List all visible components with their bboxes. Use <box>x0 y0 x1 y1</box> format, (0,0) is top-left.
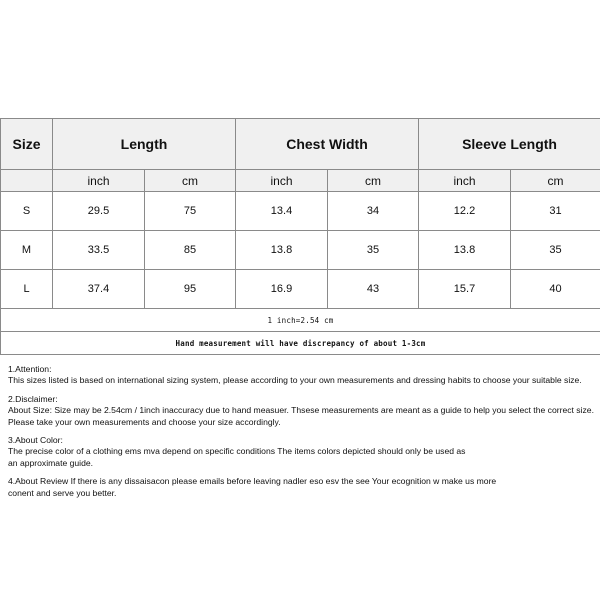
note-line: conent and serve you better. <box>8 487 117 498</box>
header-length: Length <box>53 119 236 170</box>
chest-cm-cell: 34 <box>328 192 419 231</box>
length-cm-cell: 85 <box>145 231 236 270</box>
note-line: The precise color of a clothing ems mva depend on specific conditions The items colors depicted should only be used as <box>8 446 466 457</box>
measurement-note: Hand measurement will have discrepancy of about 1-3cm <box>1 332 600 355</box>
header-chest-width: Chest Width <box>236 119 419 170</box>
unit-chest-inch: inch <box>236 170 328 192</box>
size-cell: S <box>1 192 53 231</box>
unit-row <box>1 170 600 192</box>
conversion-note: 1 inch=2.54 cm <box>1 309 600 332</box>
measurement-note-row <box>1 332 600 355</box>
header-sleeve-length: Sleeve Length <box>419 119 600 170</box>
length-inch-cell: 33.5 <box>53 231 145 270</box>
unit-length-inch: inch <box>53 170 145 192</box>
table-header-row <box>1 119 600 170</box>
length-inch-cell: 37.4 <box>53 270 145 309</box>
table-row <box>1 231 600 270</box>
chest-cm-cell: 43 <box>328 270 419 309</box>
size-chart-table <box>0 118 600 355</box>
chest-cm-cell: 35 <box>328 231 419 270</box>
length-cm-cell: 95 <box>145 270 236 309</box>
header-size: Size <box>1 119 53 170</box>
note-title: 4.About Review If there is any dissaisacon please emails before leaving nadler eso esv the see Your ecognition w make us more <box>8 476 497 487</box>
unit-sleeve-inch: inch <box>419 170 511 192</box>
unit-chest-cm: cm <box>328 170 419 192</box>
unit-length-cm: cm <box>145 170 236 192</box>
note-line: This sizes listed is based on international sizing system, please according to your own measurements and dressing habits to choose your suitable size. <box>8 375 582 386</box>
table-row <box>1 192 600 231</box>
size-cell: M <box>1 231 53 270</box>
sleeve-cm-cell: 40 <box>511 270 600 309</box>
note-title: 1.Attention: <box>8 364 52 374</box>
note-line: About Size: Size may be 2.54cm / 1inch inaccuracy due to hand measuer. Thsese measurements are meant as a guide to help you select the correct size. <box>8 405 594 416</box>
sleeve-inch-cell: 13.8 <box>419 231 511 270</box>
sleeve-inch-cell: 15.7 <box>419 270 511 309</box>
note-attention <box>8 364 594 387</box>
length-cm-cell: 75 <box>145 192 236 231</box>
unit-blank <box>1 170 53 192</box>
length-inch-cell: 29.5 <box>53 192 145 231</box>
size-cell: L <box>1 270 53 309</box>
note-title: 3.About Color: <box>8 435 63 446</box>
notes-section <box>8 364 594 506</box>
sleeve-cm-cell: 35 <box>511 231 600 270</box>
note-line: Please take your own measurements and choose your size accordingly. <box>8 416 281 427</box>
sleeve-inch-cell: 12.2 <box>419 192 511 231</box>
chest-inch-cell: 16.9 <box>236 270 328 309</box>
note-color <box>8 435 594 469</box>
note-line: an approximate guide. <box>8 457 94 468</box>
sleeve-cm-cell: 31 <box>511 192 600 231</box>
note-title: 2.Disclaimer: <box>8 393 58 404</box>
conversion-note-row <box>1 309 600 332</box>
chest-inch-cell: 13.4 <box>236 192 328 231</box>
note-review <box>8 476 594 499</box>
chest-inch-cell: 13.8 <box>236 231 328 270</box>
note-disclaimer <box>8 394 594 428</box>
unit-sleeve-cm: cm <box>511 170 600 192</box>
table-row <box>1 270 600 309</box>
